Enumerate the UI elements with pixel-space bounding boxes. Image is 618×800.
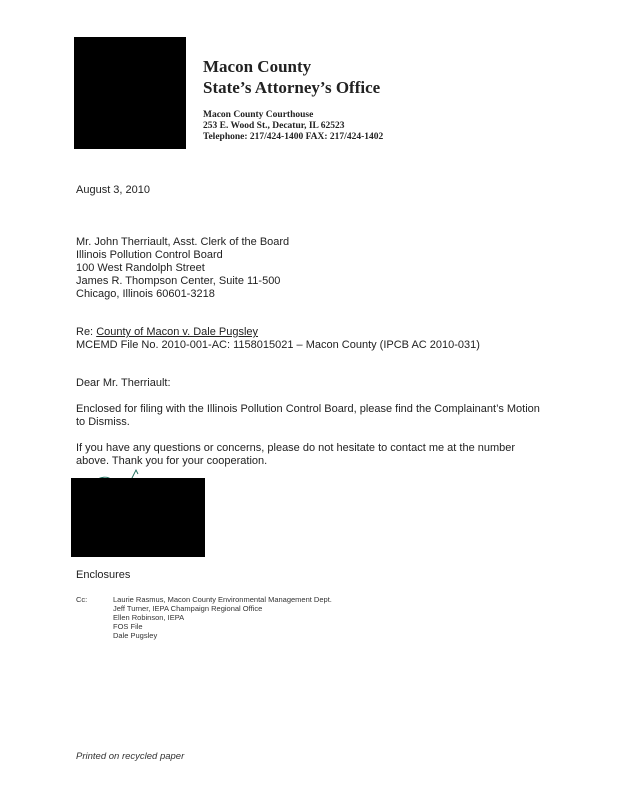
recipient-line: 100 West Randolph Street — [76, 262, 205, 274]
letterhead-office: State’s Attorney’s Office — [203, 78, 381, 97]
cc-label: Cc: — [76, 595, 88, 604]
recipient-line: James R. Thompson Center, Suite 11-500 — [76, 275, 281, 287]
letter-date: August 3, 2010 — [76, 184, 151, 196]
enclosures-label: Enclosures — [76, 569, 131, 581]
body-line: Enclosed for filing with the Illinois Pollution Control Board, please find the Complainant’s Motion — [76, 403, 540, 415]
recycled-paper-note: Printed on recycled paper — [76, 751, 185, 762]
re-prefix: Re: — [76, 326, 94, 338]
cc-name: Ellen Robinson, IEPA — [113, 613, 185, 622]
letterhead-address: 253 E. Wood St., Decatur, IL 62523 — [203, 121, 345, 131]
cc-name: FOS File — [113, 622, 143, 631]
redacted-signature — [71, 478, 205, 557]
body-line: If you have any questions or concerns, please do not hesitate to contact me at the number — [76, 442, 516, 454]
recipient-line: Mr. John Therriault, Asst. Clerk of the Board — [76, 236, 290, 248]
re-line — [76, 326, 258, 338]
body-line: to Dismiss. — [76, 416, 130, 428]
letterhead-courthouse: Macon County Courthouse — [203, 110, 314, 120]
letterhead-name: Macon County — [203, 57, 312, 76]
recipient-line: Illinois Pollution Control Board — [76, 249, 223, 261]
cc-name: Laurie Rasmus, Macon County Environmental Management Dept. — [113, 595, 332, 604]
re-case-title: County of Macon v. Dale Pugsley — [96, 326, 259, 338]
cc-name: Jeff Turner, IEPA Champaign Regional Office — [113, 604, 263, 613]
body-line: above. Thank you for your cooperation. — [76, 455, 268, 467]
redacted-logo — [74, 37, 186, 149]
re-file-number: MCEMD File No. 2010-001-AC: 1158015021 – Macon County (IPCB AC 2010-031) — [76, 339, 480, 351]
cc-name: Dale Pugsley — [113, 631, 158, 640]
recipient-line: Chicago, Illinois 60601-3218 — [76, 288, 215, 300]
letterhead-phone: Telephone: 217/424-1400 FAX: 217/424-1402 — [203, 132, 384, 142]
salutation: Dear Mr. Therriault: — [76, 377, 171, 389]
